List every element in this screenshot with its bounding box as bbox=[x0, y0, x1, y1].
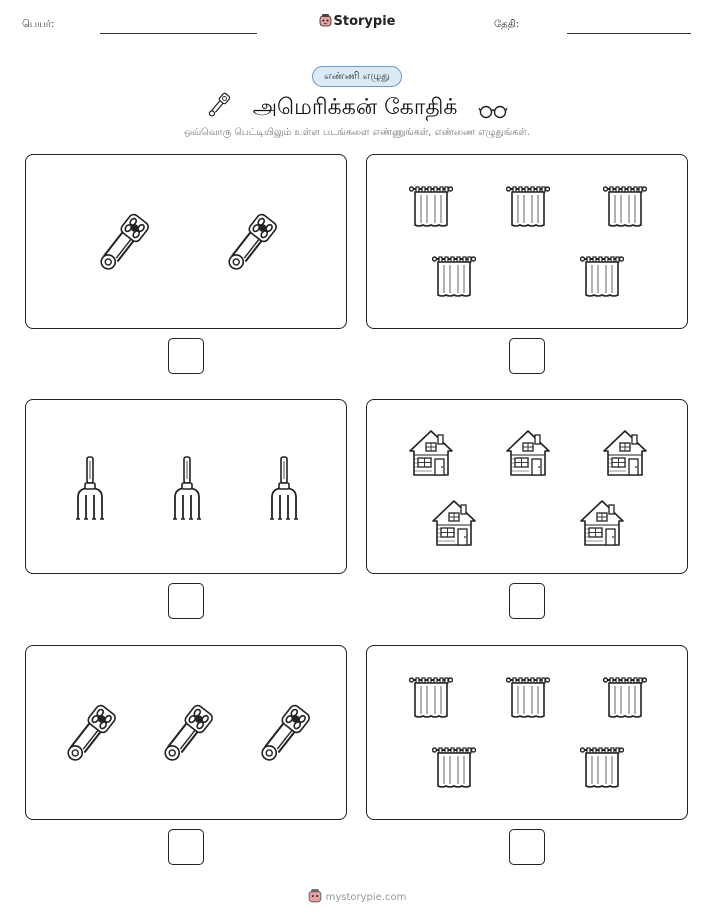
safety-pin-icon bbox=[206, 90, 232, 120]
counting-card bbox=[25, 154, 347, 329]
answer-box[interactable] bbox=[509, 338, 545, 374]
house-icon bbox=[579, 499, 625, 551]
counting-card bbox=[366, 399, 688, 574]
safety-pin-icon bbox=[161, 702, 213, 770]
curtain-icon bbox=[409, 676, 453, 726]
page-title bbox=[0, 90, 714, 123]
pitchfork-icon bbox=[170, 455, 204, 525]
counting-card bbox=[366, 645, 688, 820]
answer-box[interactable] bbox=[168, 829, 204, 865]
date-label: தேதி: bbox=[494, 19, 520, 30]
curtain-icon bbox=[580, 746, 624, 796]
brand bbox=[0, 13, 714, 29]
safety-pin-icon bbox=[64, 702, 116, 770]
answer-box[interactable] bbox=[509, 829, 545, 865]
footer bbox=[0, 888, 714, 903]
instruction-text: ஒவ்வொரு பெட்டியிலும் உள்ள படங்களை எண்ணுங்கள், எண்ணை எழுதுங்கள். bbox=[184, 127, 530, 138]
safety-pin-icon bbox=[258, 702, 310, 770]
brand-name: Storypie bbox=[333, 14, 396, 29]
name-label: பெயர்: bbox=[22, 19, 55, 30]
house-icon bbox=[505, 429, 551, 481]
counting-card bbox=[366, 154, 688, 329]
house-icon bbox=[602, 429, 648, 481]
house-icon bbox=[408, 429, 454, 481]
counting-card bbox=[25, 399, 347, 574]
curtain-icon bbox=[409, 185, 453, 235]
curtain-icon bbox=[603, 185, 647, 235]
storypie-logo-icon bbox=[308, 888, 322, 903]
curtain-icon bbox=[432, 746, 476, 796]
counting-card bbox=[25, 645, 347, 820]
footer-url[interactable]: mystorypie.com bbox=[325, 892, 407, 903]
answer-box[interactable] bbox=[168, 338, 204, 374]
answer-box[interactable] bbox=[168, 583, 204, 619]
title-text: அமெரிக்கன் கோதிக் bbox=[252, 95, 458, 120]
curtain-icon bbox=[506, 676, 550, 726]
name-line[interactable] bbox=[100, 33, 257, 34]
curtain-icon bbox=[506, 185, 550, 235]
worksheet-type-badge: எண்ணி எழுது bbox=[312, 66, 402, 87]
glasses-icon bbox=[478, 100, 508, 120]
curtain-icon bbox=[580, 255, 624, 305]
pitchfork-icon bbox=[267, 455, 301, 525]
pitchfork-icon bbox=[73, 455, 107, 525]
safety-pin-icon bbox=[97, 211, 149, 279]
answer-box[interactable] bbox=[509, 583, 545, 619]
curtain-icon bbox=[603, 676, 647, 726]
date-line[interactable] bbox=[567, 33, 691, 34]
house-icon bbox=[431, 499, 477, 551]
storypie-logo-icon bbox=[319, 13, 332, 27]
safety-pin-icon bbox=[225, 211, 277, 279]
curtain-icon bbox=[432, 255, 476, 305]
